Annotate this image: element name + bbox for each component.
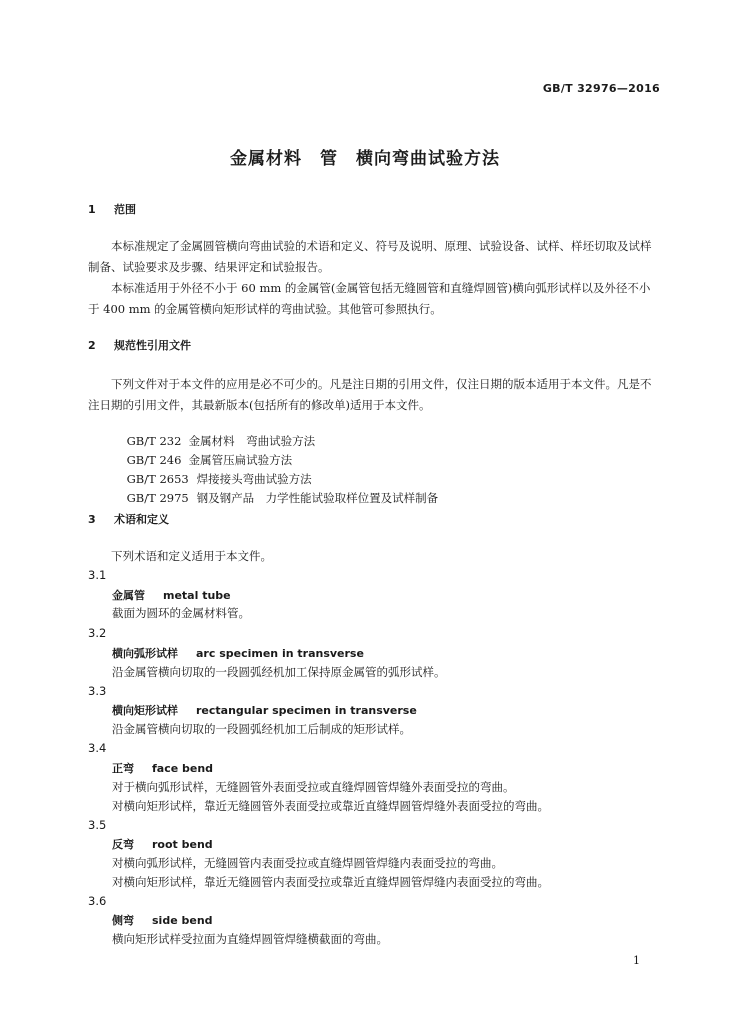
section-number: 2	[88, 339, 96, 352]
term-definition: 对横向弧形试样，无缝圆管内表面受拉或直缝焊圆管焊缝内表面受拉的弯曲。	[112, 856, 503, 870]
term-en: face bend	[152, 762, 214, 775]
term-definition: 沿金属管横向切取的一段圆弧经机加工后制成的矩形试样。	[112, 722, 411, 736]
term-heading	[112, 587, 231, 603]
term-zh: 反弯	[112, 838, 134, 851]
term-definition: 对横向矩形试样，靠近无缝圆管外表面受拉或靠近直缝焊圆管焊缝外表面受拉的弯曲。	[112, 799, 549, 813]
term-zh: 金属管	[112, 589, 145, 602]
term-heading	[112, 702, 417, 718]
reference-code: GB/T 232	[126, 434, 182, 448]
section-2-heading	[88, 336, 191, 355]
term-definition: 截面为圆环的金属材料管。	[112, 606, 250, 620]
term-zh: 横向矩形试样	[112, 704, 178, 717]
page-number: 1	[633, 954, 640, 967]
section-number: 1	[88, 203, 96, 216]
term-heading	[112, 645, 364, 661]
reference-code: GB/T 2653	[126, 472, 189, 486]
term-definition: 沿金属管横向切取的一段圆弧经机加工保持原金属管的弧形试样。	[112, 665, 446, 679]
reference-title: 金属管压扁试验方法	[188, 453, 293, 467]
term-en: root bend	[152, 838, 213, 851]
references-paragraph: 下列文件对于本文件的应用是必不可少的。凡是注日期的引用文件，仅注日期的版本适用于本文件。凡是不注日期的引用文件，其最新版本(包括所有的修改单)适用于本文件。	[88, 377, 652, 412]
section-3-heading	[88, 510, 169, 529]
term-heading	[112, 836, 213, 852]
section-number: 3	[88, 513, 96, 526]
scope-paragraph-2: 本标准适用于外径不小于 60 mm 的金属管(金属管包括无缝圆管和直缝焊圆管)横向弧形试样以及外径不小于 400 mm 的金属管横向矩形试样的弯曲试验。其他管可参照执行。	[88, 281, 651, 316]
term-number: 3.6	[88, 894, 107, 908]
section-1-heading	[88, 200, 136, 219]
term-definition: 对于横向弧形试样，无缝圆管外表面受拉或直缝焊圆管焊缝外表面受拉的弯曲。	[112, 780, 515, 794]
reference-title: 钢及钢产品 力学性能试验取样位置及试样制备	[196, 491, 439, 505]
reference-code: GB/T 2975	[126, 491, 189, 505]
document-title: 金属材料 管 横向弯曲试验方法	[230, 149, 500, 169]
reference-code: GB/T 246	[126, 453, 182, 467]
term-zh: 横向弧形试样	[112, 647, 178, 660]
term-number: 3.1	[88, 568, 107, 582]
section-title: 规范性引用文件	[114, 339, 191, 352]
term-en: rectangular specimen in transverse	[196, 704, 417, 717]
section-title: 范围	[114, 203, 136, 216]
term-zh: 正弯	[112, 762, 134, 775]
term-en: side bend	[152, 914, 213, 927]
section-title: 术语和定义	[114, 513, 169, 526]
term-zh: 侧弯	[112, 914, 134, 927]
scope-paragraph-1: 本标准规定了金属圆管横向弯曲试验的术语和定义、符号及说明、原理、试验设备、试样、样坯切取及试样制备、试验要求及步骤、结果评定和试验报告。	[88, 239, 652, 274]
terms-intro: 下列术语和定义适用于本文件。	[111, 549, 272, 563]
term-number: 3.5	[88, 818, 107, 832]
term-heading	[112, 912, 213, 928]
term-number: 3.2	[88, 626, 107, 640]
standard-number: GB/T 32976—2016	[542, 82, 660, 95]
term-number: 3.4	[88, 741, 107, 755]
term-definition: 横向矩形试样受拉面为直缝焊圆管焊缝横截面的弯曲。	[112, 932, 388, 946]
reference-title: 金属材料 弯曲试验方法	[188, 434, 316, 448]
term-en: metal tube	[163, 589, 231, 602]
term-definition: 对横向矩形试样，靠近无缝圆管内表面受拉或靠近直缝焊圆管焊缝内表面受拉的弯曲。	[112, 875, 549, 889]
term-en: arc specimen in transverse	[196, 647, 364, 660]
term-heading	[112, 760, 213, 776]
reference-title: 焊接接头弯曲试验方法	[196, 472, 312, 486]
term-number: 3.3	[88, 684, 107, 698]
